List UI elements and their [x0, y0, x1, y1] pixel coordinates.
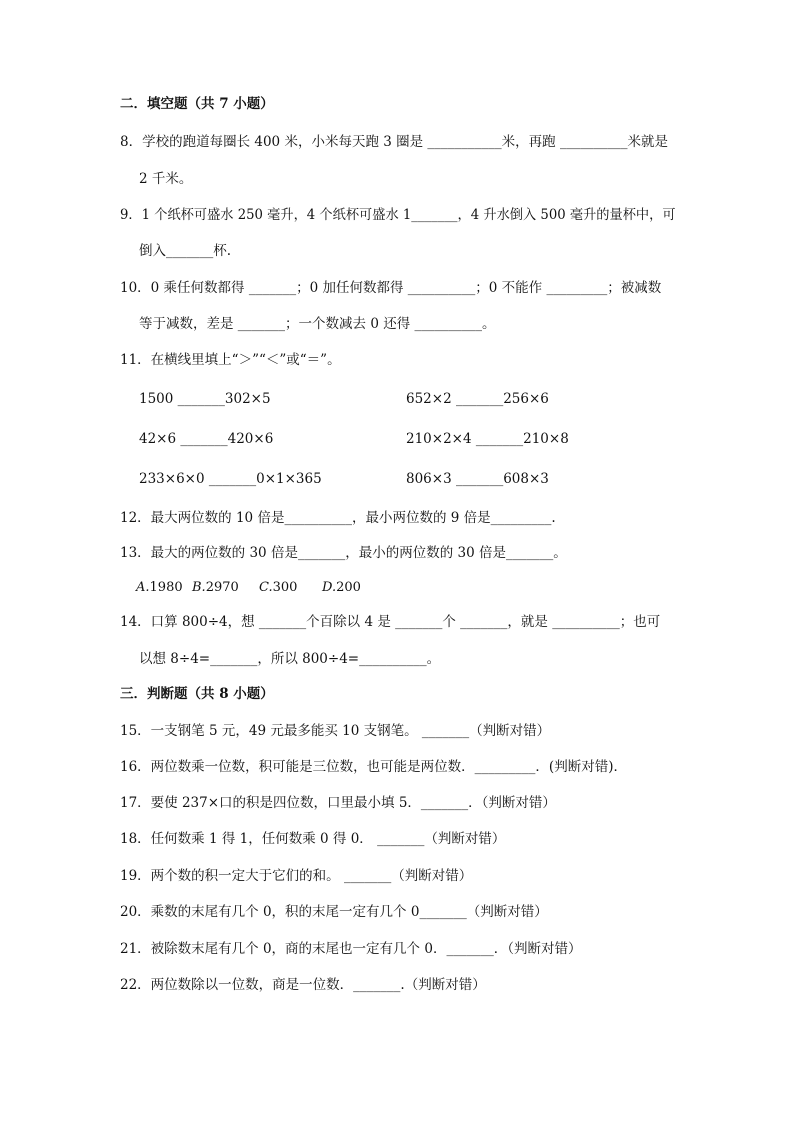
judge-question: 17．要使 237×口的积是四位数，口里最小填 5．_______．（判断对错） [120, 795, 556, 811]
comparison-item: 806×3 _______608×3 [406, 471, 549, 487]
question-14-line-2: 以想 8÷4=_______，所以 800÷4=__________。 [139, 651, 441, 667]
question-14-line-1: 14．口算 800÷4，想 _______个百除以 4 是 _______个 _______，就是 __________；也可 [120, 614, 661, 630]
choice-label: B. [192, 580, 206, 595]
section-heading-fill-in: 二．填空题（共 7 小题） [120, 96, 274, 112]
question-9-line-1: 9．1 个纸杯可盛水 250 毫升，4 个纸杯可盛水 1_______，4 升水倒入 500 毫升的量杯中，可 [120, 207, 676, 223]
judge-question: 20．乘数的末尾有几个 0，积的末尾一定有几个 0_______（判断对错） [120, 904, 548, 920]
choice-value: 300 [272, 580, 298, 595]
choice-c [259, 579, 297, 597]
choice-d [322, 579, 361, 597]
judge-question: 21．被除数末尾有几个 0，商的末尾也一定有几个 0．_______．（判断对错） [120, 941, 582, 957]
question-8-line-2: 2 千米。 [139, 171, 193, 187]
choice-a [136, 579, 183, 597]
choice-b [192, 579, 239, 597]
question-12-line-1: 12．最大两位数的 10 倍是__________，最小两位数的 9 倍是_________. [120, 510, 556, 526]
judge-question: 15．一支钢笔 5 元，49 元最多能买 10 支钢笔。 _______（判断对错） [120, 723, 551, 739]
choice-value: 2970 [205, 580, 239, 595]
question-10-line-2: 等于减数，差是 _______；一个数减去 0 还得 __________。 [139, 316, 496, 332]
comparison-item: 652×2 _______256×6 [406, 391, 549, 407]
question-11-prompt: 11．在横线里填上“＞”“＜”或“＝”。 [120, 352, 341, 368]
judge-question: 16．两位数乘一位数，积可能是三位数，也可能是两位数．_________．(判断对错)． [120, 759, 627, 775]
judge-question: 19．两个数的积一定大于它们的和。 _______（判断对错） [120, 868, 473, 884]
question-10-line-1: 10．0 乘任何数都得 _______；0 加任何数都得 __________；0 不能作 _________；被减数 [120, 280, 662, 296]
judge-question: 18．任何数乘 1 得 1，任何数乘 0 得 0． _______（判断对错） [120, 831, 506, 847]
comparison-item: 42×6 _______420×6 [139, 431, 274, 447]
section-heading-true-false: 三．判断题（共 8 小题） [120, 686, 274, 702]
choice-label: D. [322, 580, 337, 595]
judge-question: 22．两位数除以一位数，商是一位数．_______.（判断对错） [120, 977, 486, 993]
question-9-line-2: 倒入_______杯. [139, 243, 232, 259]
choice-label: A. [136, 580, 150, 595]
choice-value: 200 [336, 580, 361, 595]
choice-value: 1980 [149, 580, 183, 595]
question-8-line-1: 8．学校的跑道每圈长 400 米，小米每天跑 3 圈是 ___________米，再跑 __________米就是 [120, 134, 668, 150]
comparison-item: 1500 _______302×5 [139, 391, 271, 407]
question-13-line-1: 13．最大的两位数的 30 倍是_______，最小的两位数的 30 倍是_______。 [120, 545, 567, 561]
comparison-item: 233×6×0 _______0×1×365 [139, 471, 322, 487]
comparison-item: 210×2×4 _______210×8 [406, 431, 569, 447]
choice-label: C. [259, 580, 273, 595]
